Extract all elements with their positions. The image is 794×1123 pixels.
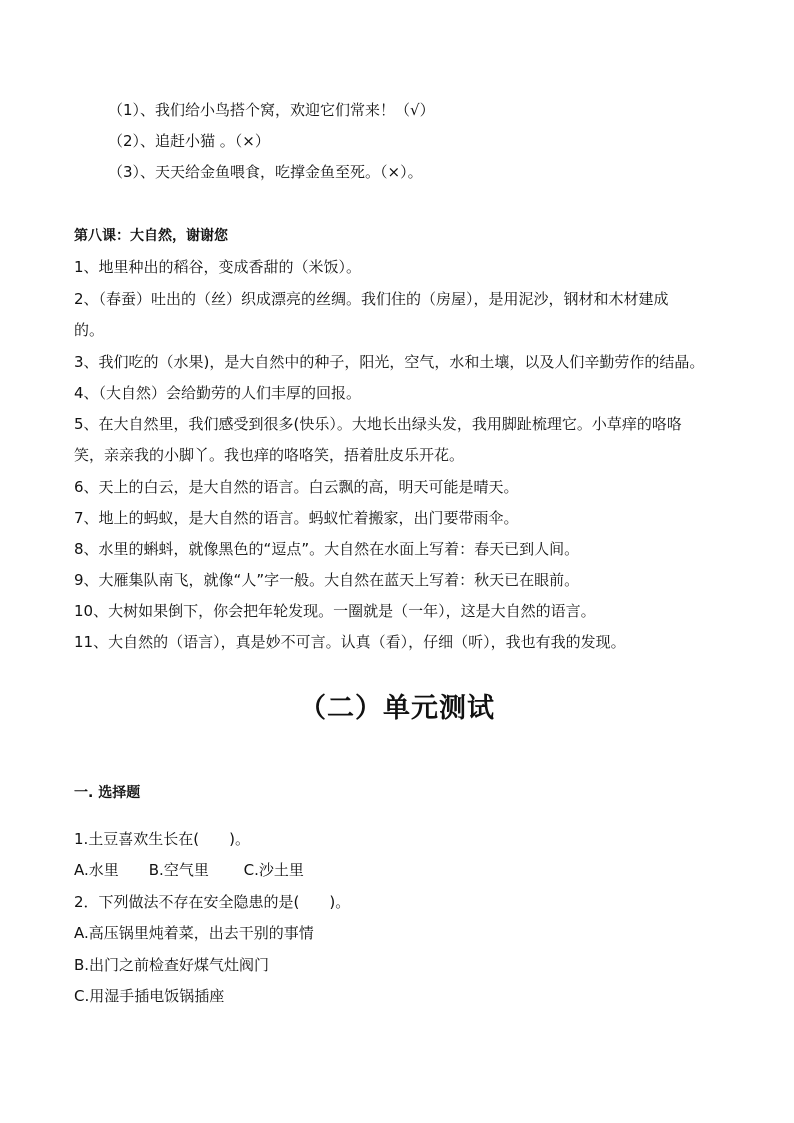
quiz-option-2a: A.高压锅里炖着菜，出去干别的事情 xyxy=(74,924,314,942)
lesson8-line-10: 8、水里的蝌蚪，就像黑色的“逗点”。大自然在水面上写着：春天已到人间。 xyxy=(74,540,580,558)
top-item-1: （1）、我们给小鸟搭个窝，欢迎它们常来！（√） xyxy=(108,101,435,119)
lesson8-line-7: 笑，亲亲我的小脚丫。我也痒的咯咯笑，捂着肚皮乐开花。 xyxy=(74,446,465,464)
quiz-question-2: 2．下列做法不存在安全隐患的是( )。 xyxy=(74,893,351,911)
lesson8-line-9: 7、地上的蚂蚁，是大自然的语言。蚂蚁忙着搬家，出门要带雨伞。 xyxy=(74,509,519,527)
lesson8-line-11: 9、大雁集队南飞，就像“人”字一般。大自然在蓝天上写着：秋天已在眼前。 xyxy=(74,571,580,589)
quiz-option-2c: C.用湿手插电饭锅插座 xyxy=(74,987,225,1005)
lesson8-line-8: 6、天上的白云，是大自然的语言。白云飘的高，明天可能是晴天。 xyxy=(74,478,519,496)
quiz-question-1: 1.土豆喜欢生长在( )。 xyxy=(74,830,251,848)
lesson8-line-6: 5、在大自然里，我们感受到很多(快乐）。大地长出绿头发，我用脚趾梳理它。小草痒的咯咯 xyxy=(74,415,682,433)
lesson8-heading: 第八课：大自然，谢谢您 xyxy=(74,228,228,244)
lesson8-line-2: 2、（春蚕）吐出的（丝）织成漂亮的丝绸。我们住的（房屋），是用泥沙，钢材和木材建成 xyxy=(74,290,669,308)
section-title: （二）单元测试 xyxy=(299,693,495,724)
quiz-options-1: A.水里 B.空气里 C.沙土里 xyxy=(74,861,304,879)
top-item-2: （2）、追赶小猫 。（×） xyxy=(108,132,270,150)
top-item-3: （3）、天天给金鱼喂食，吃撑金鱼至死。（×）。 xyxy=(108,163,423,181)
quiz-option-2b: B.出门之前检查好煤气灶阀门 xyxy=(74,956,270,974)
lesson8-line-3: 的。 xyxy=(74,321,105,339)
lesson8-line-1: 1、地里种出的稻谷，变成香甜的（米饭）。 xyxy=(74,258,362,276)
quiz-heading: 一. 选择题 xyxy=(74,785,141,801)
lesson8-line-12: 10、大树如果倒下，你会把年轮发现。一圈就是（一年），这是大自然的语言。 xyxy=(74,602,596,620)
lesson8-line-13: 11、大自然的（语言），真是妙不可言。认真（看），仔细（听），我也有我的发现。 xyxy=(74,633,626,651)
lesson8-line-4: 3、我们吃的（水果)，是大自然中的种子，阳光，空气，水和土壤，以及人们辛勤劳作的结晶。 xyxy=(74,353,705,371)
lesson8-line-5: 4、（大自然）会给勤劳的人们丰厚的回报。 xyxy=(74,384,362,402)
